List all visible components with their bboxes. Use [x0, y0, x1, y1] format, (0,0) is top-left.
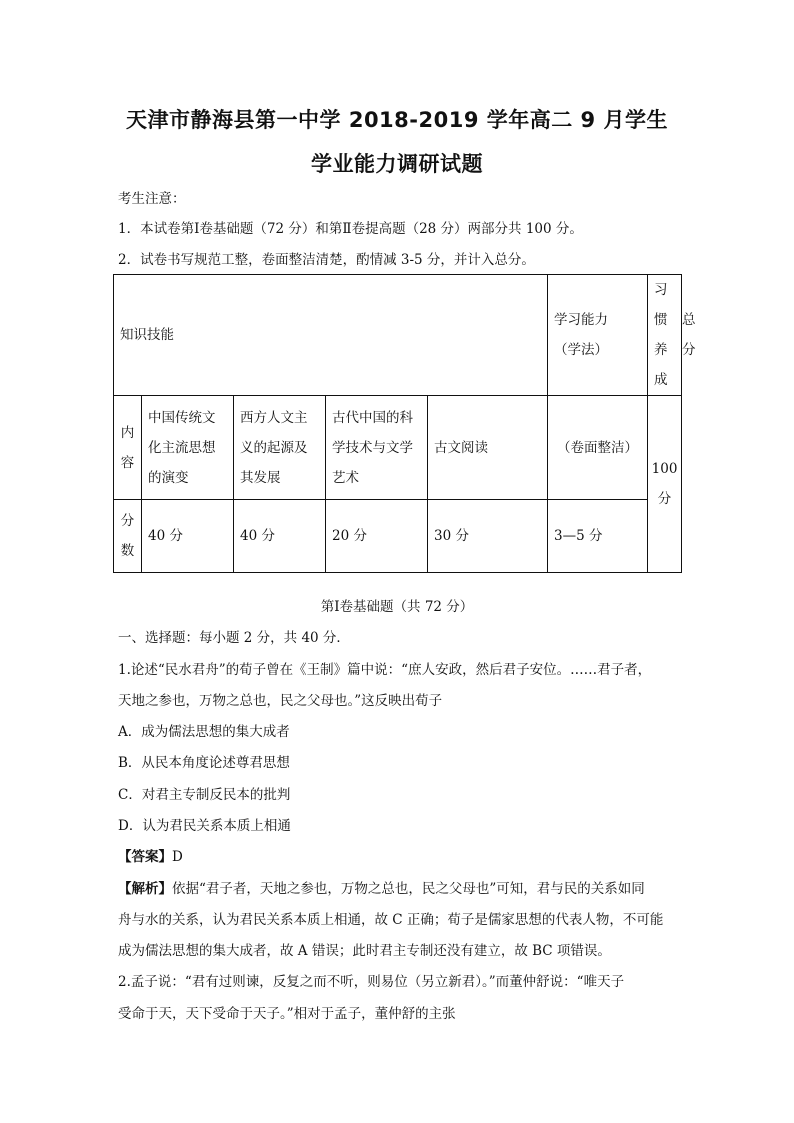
total-value: [648, 396, 682, 573]
content-cell-1: [142, 396, 234, 500]
row-label-content-line2: 容: [120, 454, 135, 471]
habit-content: （卷面整洁）: [548, 396, 648, 500]
q1-answer-value: D: [172, 849, 183, 865]
ability-content: 古文阅读: [428, 396, 548, 500]
q1-option-a: A．成为儒法思想的集大成者: [118, 724, 290, 740]
content-cell-1-line3: 的演变: [148, 469, 189, 486]
q1-analysis-text1: 依据“君子者，天地之参也，万物之总也，民之父母也”可知，君与民的关系如同: [172, 881, 645, 897]
total-value-line1: 100: [651, 461, 678, 477]
header-ability-line1: 学习能力: [554, 312, 609, 328]
section-subheading: 一、选择题：每小题 2 分，共 40 分．: [118, 630, 350, 646]
q2-stem-line2: 受命于天，天下受命于天子。”相对于孟子，董仲舒的主张: [118, 1006, 456, 1022]
header-habit: 习惯养成: [648, 275, 682, 396]
notice-item-1: 1．本试卷第Ⅰ卷基础题（72 分）和第Ⅱ卷提高题（28 分）两部分共 100 分。: [118, 221, 583, 237]
q1-analysis-line3: 成为儒法思想的集大成者，故 A 错误；此时君主专制还没有建立，故 BC 项错误。: [118, 943, 611, 959]
q1-option-c: C．对君主专制反民本的批判: [118, 787, 291, 803]
section-heading: 第Ⅰ卷基础题（共 72 分）: [320, 599, 474, 615]
content-cell-3: [326, 396, 428, 500]
q1-analysis-line2: 舟与水的关系，认为君民关系本质上相通，故 C 正确；荀子是儒家思想的代表人物，不可能: [118, 912, 664, 928]
row-label-score: [114, 500, 142, 573]
header-knowledge: 知识技能: [114, 275, 548, 396]
document-title-line2: 学业能力调研试题: [311, 152, 483, 176]
content-cell-3-line1: 古代中国的科: [332, 409, 413, 426]
score-cell-4: 30 分: [428, 500, 548, 573]
total-value-line2: 分: [657, 491, 672, 507]
header-ability-line2: （学法）: [554, 342, 609, 358]
q2-stem-line1: 2.孟子说：“君有过则谏，反复之而不听，则易位（另立新君）。”而董仲舒说：“唯天子: [118, 974, 625, 990]
row-label-content: [114, 396, 142, 500]
score-cell-5: 3—5 分: [548, 500, 648, 573]
row-label-content-line1: 内: [120, 424, 135, 441]
content-cell-2-line3: 其发展: [240, 469, 281, 486]
q1-stem-line2: 天地之参也，万物之总也，民之父母也。”这反映出荀子: [118, 693, 443, 709]
content-cell-2: [234, 396, 326, 500]
q1-analysis-line1: [118, 877, 645, 897]
header-ability: [548, 275, 648, 396]
content-cell-1-line1: 中国传统文: [148, 409, 216, 426]
q1-answer-label: 【答案】: [118, 849, 172, 865]
q1-analysis-label: 【解析】: [118, 881, 172, 897]
q1-option-d: D．认为君民关系本质上相通: [118, 818, 291, 834]
score-cell-3: 20 分: [326, 500, 428, 573]
q1-stem-line1: 1.论述“民水君舟”的荀子曾在《王制》篇中说：“庶人安政，然后君子安位。……君子者，: [118, 662, 652, 678]
notice-heading: 考生注意：: [118, 191, 186, 207]
content-cell-3-line3: 艺术: [332, 469, 359, 486]
row-label-score-line2: 数: [120, 543, 135, 559]
content-cell-2-line1: 西方人文主: [240, 409, 308, 426]
document-title-line1: 天津市静海县第一中学 2018-2019 学年高二 9 月学生: [126, 108, 668, 132]
content-cell-3-line2: 学技术与文学: [332, 439, 413, 456]
score-distribution-table: 知识技能 学习能力 （学法） 习惯养成 总 分 内 容 中国传统文 化主流思想 的演变 西方人文主 义的起源及 其发展 古代中国的科 学技术与文学 艺术 古文阅读 （卷面整洁） 100 分 分 数 40 分 40 分 20 分 30 分 3—5 分: [113, 274, 682, 573]
q1-option-b: B．从民本角度论述尊君思想: [118, 755, 290, 771]
content-cell-2-line2: 义的起源及: [240, 439, 308, 456]
score-cell-2: 40 分: [234, 500, 326, 573]
content-cell-1-line2: 化主流思想: [148, 439, 216, 456]
q1-answer: [118, 845, 183, 865]
row-label-score-line1: 分: [120, 513, 135, 529]
notice-item-2: 2．试卷书写规范工整，卷面整洁清楚，酌情减 3-5 分，并计入总分。: [118, 252, 535, 268]
score-cell-1: 40 分: [142, 500, 234, 573]
